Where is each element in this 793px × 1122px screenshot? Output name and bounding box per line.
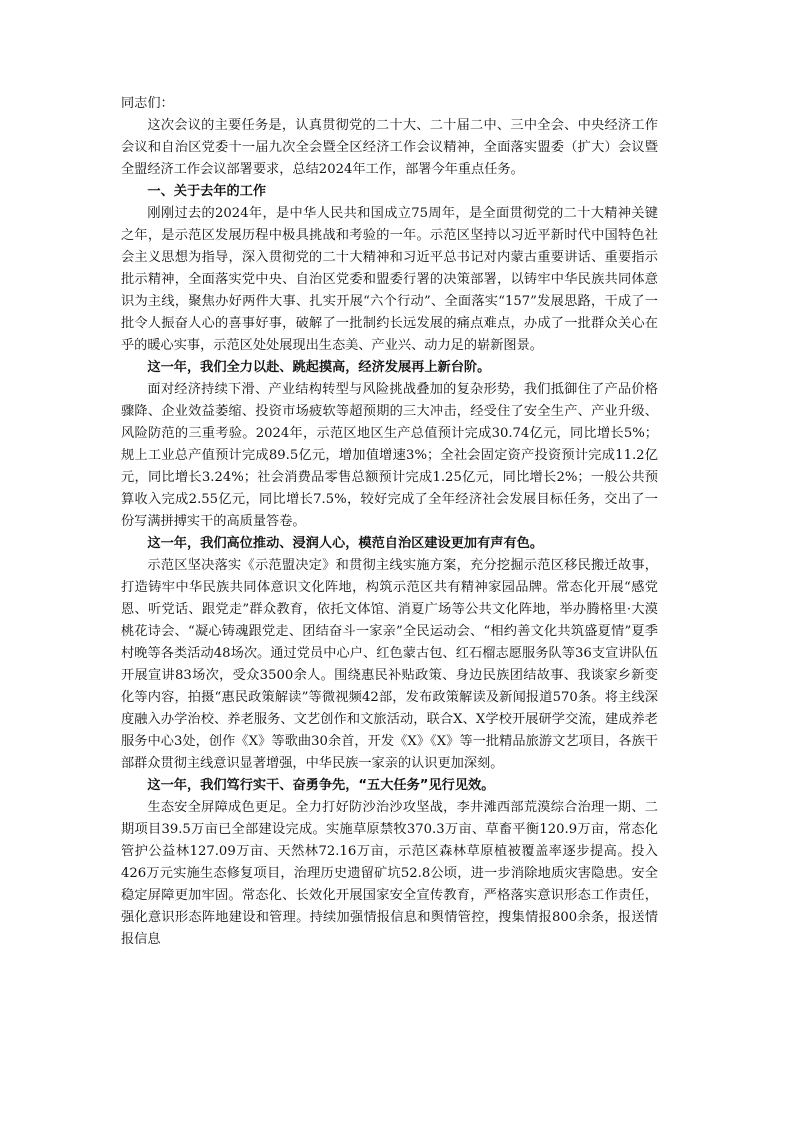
section-heading: 一、关于去年的工作 bbox=[147, 184, 267, 199]
body-paragraph: 刚刚过去的2024年，是中华人民共和国成立75周年，是全面贯彻党的二十大精神关键之年，是示范区发展历程中极具挑战和考验的一年。示范区坚持以习近平新时代中国特色社会主义思想为指导，深入贯彻党的二十大精神和习近平总书记对内蒙古重要讲话、重要指示批示精神，全面落实党中央、自治区党委和盟委行署的决策部署，以铸牢中华民族共同体意识为主线，聚焦办好两件大事、扎实开展“六个行动”、全面落实“157”发展思路，干成了一批令人振奋人心的喜事好事，破解了一批制约长远发展的痛点难点，办成了一批群众关心在乎的暖心实事，示范区处处展现出生态美、产业兴、动力足的崭新图景。 bbox=[121, 206, 658, 353]
lead-sentence: 这一年，我们笃行实干、奋勇争先，“五大任务”见行见效。 bbox=[147, 778, 495, 793]
lead-sentence: 这一年，我们高位推动、浸润人心，模范自治区建设更加有声有色。 bbox=[147, 536, 544, 551]
lead-sentence: 这一年，我们全力以赴、跳起摸高，经济发展再上新台阶。 bbox=[147, 360, 491, 375]
document-body bbox=[121, 93, 658, 951]
body-paragraph: 面对经济持续下滑、产业结构转型与风险挑战叠加的复杂形势，我们抵御住了产品价格骤降、企业效益萎缩、投资市场疲软等超预期的三大冲击，经受住了安全生产、产业升级、风险防范的三重考验。2024年，示范区地区生产总值预计完成30.74亿元，同比增长5%；规上工业总产值预计完成89.5亿元，增加值增速3%；全社会固定资产投资预计完成11.2亿元，同比增长3.24%；社会消费品零售总额预计完成1.25亿元，同比增长2%；一般公共预算收入完成2.55亿元，同比增长7.5%，较好完成了全年经济社会发展目标任务，交出了一份写满拼搏实干的高质量答卷。 bbox=[121, 382, 658, 529]
salutation: 同志们： bbox=[121, 96, 174, 111]
intro-paragraph: 这次会议的主要任务是，认真贯彻党的二十大、二十届二中、三中全会、中央经济工作会议和自治区党委十一届九次全会暨全区经济工作会议精神，全面落实盟委（扩大）会议暨全盟经济工作会议部署要求，总结2024年工作，部署今年重点任务。 bbox=[121, 118, 658, 177]
body-paragraph: 生态安全屏障成色更足。全力打好防沙治沙攻坚战，李井滩西部荒漠综合治理一期、二期项目39.5万亩已全部建设完成。实施草原禁牧370.3万亩、草畜平衡120.9万亩，常态化管护公益林127.09万亩、天然林72.16万亩，示范区森林草原植被覆盖率逐步提高。投入426万元实施生态修复项目，治理历史遗留矿坑52.8公顷，进一步消除地质灾害隐患。安全稳定屏障更加牢固。常态化、长效化开展国家安全宣传教育，严格落实意识形态工作责任，强化意识形态阵地建设和管理。持续加强情报信息和舆情管控，搜集情报800余条，报送情报信息 bbox=[121, 800, 658, 947]
body-paragraph: 示范区坚决落实《示范盟决定》和贯彻主线实施方案，充分挖掘示范区移民搬迁故事，打造铸牢中华民族共同体意识文化阵地，构筑示范区共有精神家园品牌。常态化开展“感党恩、听党话、跟党走”群众教育，依托文体馆、消夏广场等公共文化阵地，举办腾格里·大漠桃花诗会、“凝心铸魂跟党走、团结奋斗一家亲”全民运动会、“相约善文化共筑盛夏情”夏季村晚等各类活动48场次。通过党员中心户、红色蒙古包、红石榴志愿服务队等36支宣讲队伍开展宣讲83场次，受众3500余人。围绕惠民补贴政策、身边民族团结故事、我谈家乡新变化等内容，拍摄“惠民政策解读”等微视频42部，发布政策解读及新闻报道570条。将主线深度融入办学治校、养老服务、文艺创作和文旅活动，联合X、X学校开展研学交流，建成养老服务中心3处，创作《X》等歌曲30余首，开发《X》《X》等一批精品旅游文艺项目，各族干部群众贯彻主线意识显著增强，中华民族一家亲的认识更加深刻。 bbox=[121, 558, 658, 771]
